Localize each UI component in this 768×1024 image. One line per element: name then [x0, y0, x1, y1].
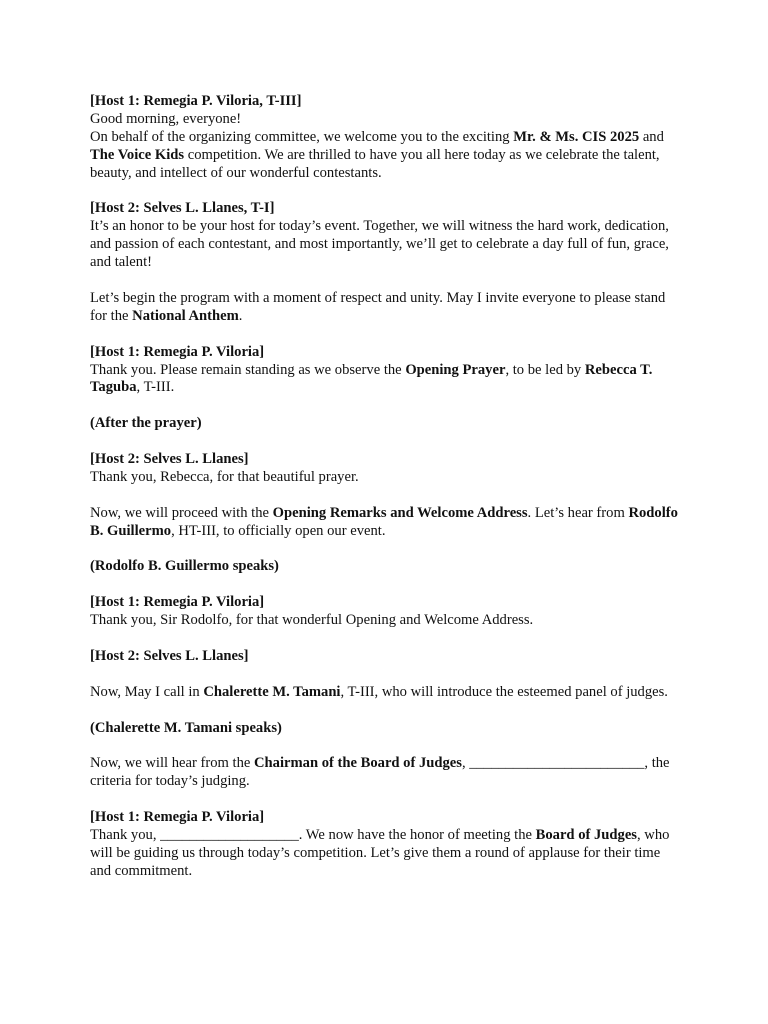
script-paragraph: Thank you, ___________________. We now have the honor of meeting the Board of Judges, who will be guiding us through today’s competition. Let’s give them a round of applause for their time and commitment.: [90, 826, 670, 879]
script-paragraph: On behalf of the organizing committee, we welcome you to the exciting Mr. & Ms. CIS 2025 and The Voice Kids competition. We are thrilled to have you all here today as we celebrate the talent, beauty, and intellect of our wonderful contestants.: [90, 128, 664, 181]
script-line: Good morning, everyone!: [90, 110, 242, 127]
script-paragraph: Now, we will proceed with the Opening Remarks and Welcome Address. Let’s hear from Rodolfo B. Guillermo, HT-III, to officially open our event.: [90, 504, 678, 539]
script-paragraph: Now, May I call in Chalerette M. Tamani, T-III, who will introduce the esteemed panel of judges.: [90, 683, 668, 700]
script-line: Thank you, Rebecca, for that beautiful prayer.: [90, 468, 359, 485]
paragraph-gap: [90, 487, 682, 505]
script-paragraph: Let’s begin the program with a moment of respect and unity. May I invite everyone to please stand for the National Anthem.: [90, 289, 666, 324]
speaker-heading: [Host 2: Selves L. Llanes, T-I]: [90, 200, 275, 217]
speaker-heading: [Host 1: Remegia P. Viloria]: [90, 594, 265, 611]
paragraph-gap: [90, 326, 682, 344]
paragraph-gap: [90, 666, 682, 684]
paragraph-gap: [90, 737, 682, 755]
speaker-heading: [Host 1: Remegia P. Viloria]: [90, 343, 265, 360]
paragraph-gap: [90, 397, 682, 415]
paragraph-gap: [90, 541, 682, 559]
script-paragraph: It’s an honor to be your host for today’s event. Together, we will witness the hard work, dedication, and passion of each contestant, and most importantly, we’ll get to celebrate a day full of fun, grace, and talent!: [90, 218, 669, 271]
speaker-heading: [Host 2: Selves L. Llanes]: [90, 451, 249, 468]
program-script-document: [90, 93, 682, 881]
speaker-heading: [Host 2: Selves L. Llanes]: [90, 647, 249, 664]
script-paragraph: Now, we will hear from the Chairman of the Board of Judges, ________________________, the criteria for today’s judging.: [90, 755, 670, 790]
paragraph-gap: [90, 272, 682, 290]
speaker-heading: [Host 1: Remegia P. Viloria, T-III]: [90, 93, 302, 109]
paragraph-gap: [90, 433, 682, 451]
stage-direction: (Chalerette M. Tamani speaks): [90, 719, 282, 736]
paragraph-gap: [90, 576, 682, 594]
paragraph-gap: [90, 791, 682, 809]
speaker-heading: [Host 1: Remegia P. Viloria]: [90, 809, 265, 826]
stage-direction: (Rodolfo B. Guillermo speaks): [90, 558, 279, 575]
paragraph-gap: [90, 183, 682, 201]
paragraph-gap: [90, 702, 682, 720]
script-paragraph: Thank you. Please remain standing as we observe the Opening Prayer, to be led by Rebecca T. Taguba, T-III.: [90, 361, 653, 396]
paragraph-gap: [90, 630, 682, 648]
script-line: Thank you, Sir Rodolfo, for that wonderful Opening and Welcome Address.: [90, 612, 534, 629]
stage-direction: (After the prayer): [90, 415, 202, 432]
